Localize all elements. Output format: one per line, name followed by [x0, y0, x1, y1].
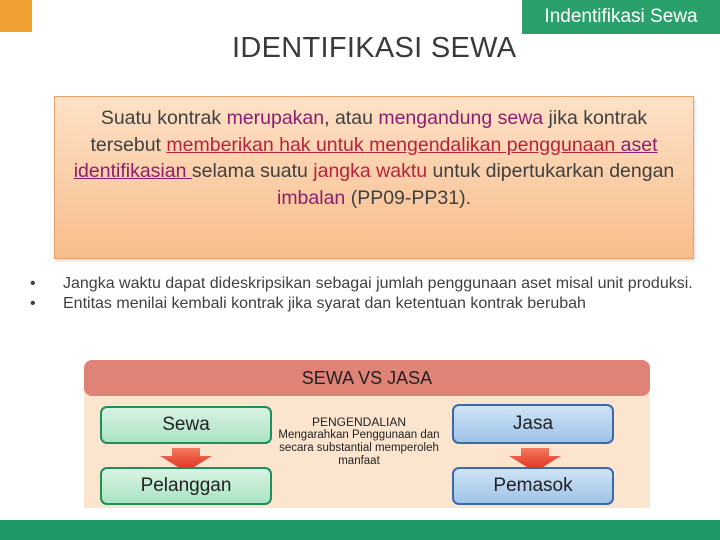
- jasa-box: Jasa: [452, 404, 614, 444]
- bullet-dot-icon: •: [30, 294, 36, 312]
- bullet-dot-icon: •: [30, 275, 36, 292]
- def-highlight: jangka waktu: [313, 160, 428, 182]
- bullet-text: Jangka waktu dapat dideskripsikan sebagai jumlah penggunaan aset misal unit produksi.: [63, 275, 693, 292]
- page-title: IDENTIFIKASI SEWA: [232, 32, 517, 64]
- def-highlight-underlined: memberikan hak untuk mengendalikan penggunaan: [166, 133, 621, 156]
- diagram-header: SEWA VS JASA: [84, 360, 650, 396]
- def-text: untuk dipertukarkan dengan: [427, 160, 675, 182]
- bullet-list: [30, 274, 710, 313]
- comparison-diagram: [84, 360, 650, 508]
- def-highlight: merupakan: [226, 107, 325, 129]
- sewa-box: Sewa: [100, 406, 272, 444]
- bullet-item: [30, 294, 710, 314]
- bullet-item: [30, 274, 710, 294]
- control-body: Mengarahkan Penggunaan dan secara substantial memperoleh manfaat: [278, 429, 440, 467]
- def-text: (PP09-PP31).: [345, 186, 472, 209]
- section-badge: Indentifikasi Sewa: [522, 0, 720, 34]
- def-text: Suatu kontrak: [100, 107, 227, 129]
- pemasok-box: Pemasok: [452, 467, 614, 505]
- control-title: PENGENDALIAN: [311, 415, 407, 429]
- corner-accent: [0, 0, 32, 32]
- bullet-text: Entitas menilai kembali kontrak jika syarat dan ketentuan kontrak berubah: [63, 294, 586, 312]
- def-highlight: mengandung sewa: [378, 107, 544, 129]
- pelanggan-box: Pelanggan: [100, 467, 272, 505]
- footer-bar: [0, 520, 720, 540]
- definition-box: [54, 96, 694, 259]
- def-highlight: imbalan: [276, 186, 346, 209]
- def-text: , atau: [324, 107, 379, 129]
- def-text: jika kontrak tersebut: [90, 107, 648, 156]
- def-text: selama suatu: [191, 160, 314, 182]
- control-description: [274, 416, 444, 468]
- def-highlight-underlined: aset identifikasian: [73, 133, 658, 182]
